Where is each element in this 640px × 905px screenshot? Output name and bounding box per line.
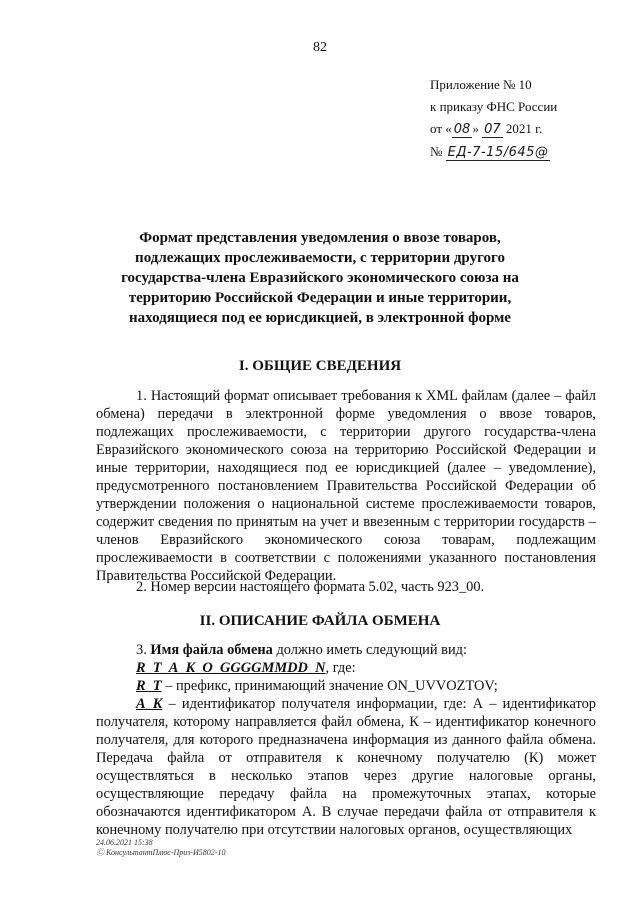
ak-desc: – идентификатор получателя информации, где: А – идентификатор получателя, которому направляется файл обмена, К – идентификатор конечного получателя, для которого предназначена информация из данного файла обмена. Передача файла от отправителя к конечному получателю (К) может осуществляться в несколько этапов через другие налоговые органы, осуществляющие передачу файла на промежуточных этапах, которые обозначаются идентификатором А. В случае передачи файла от отправителя к конечному получателю при отсутствии налоговых органов, осуществляющих [96, 696, 596, 838]
appendix-block [430, 74, 630, 164]
paragraph-3 [96, 641, 596, 659]
rt-definition [96, 677, 596, 695]
date-prefix: от « [430, 121, 452, 136]
section-2-body [96, 641, 596, 839]
paragraph-2: 2. Номер версии настоящего формата 5.02, часть 923_00. [136, 579, 485, 595]
rt-term: R_T [136, 678, 162, 694]
date-year: 2021 [505, 121, 532, 136]
page-number: 82 [313, 40, 327, 55]
p3-term: Имя файла обмена [150, 642, 273, 658]
section-1-heading: I. ОБЩИЕ СВЕДЕНИЯ [238, 358, 402, 374]
ak-term: A_K [136, 696, 163, 712]
number-prefix: № [430, 144, 443, 159]
number-handwritten: ЕД-7-15/645@ [447, 145, 549, 160]
appendix-order-ref: к приказу ФНС России [430, 99, 558, 114]
appendix-date [430, 118, 630, 141]
section-2-heading: II. ОПИСАНИЕ ФАЙЛА ОБМЕНА [199, 613, 441, 629]
date-mid: » [472, 121, 479, 136]
document-title: Формат представления уведомления о ввозе товаров, подлежащих прослеживаемости, с территории другого государства-члена Евразийского экономического союза на территорию Российской Федерации и иные территории, находящиеся под ее юрисдикцией, в электронной форме [121, 230, 519, 326]
appendix-title: Приложение № 10 [430, 77, 532, 92]
p3-number: 3. [136, 642, 151, 658]
date-suffix: г. [535, 121, 543, 136]
file-pattern-suffix: , где: [325, 660, 356, 676]
rt-desc: – префикс, принимающий значение ON_UVVOZTOV; [161, 678, 498, 694]
file-pattern-line [96, 659, 596, 677]
footer-timestamp: 24.06.2021 15:38 [96, 838, 153, 847]
date-month-handwritten: 07 [484, 122, 501, 137]
footer-stamp [96, 838, 225, 858]
appendix-number [430, 141, 630, 164]
p3-rest: должно иметь следующий вид: [272, 642, 467, 658]
paragraph-1: 1. Настоящий формат описывает требования к XML файлам (далее – файл обмена) передачи в электронной форме уведомления о ввозе товаров, подлежащих прослеживаемости, с территории другого государства-члена Евразийского экономического союза на территорию Российской Федерации и иные территории, находящиеся под ее юрисдикцией (далее – уведомление), предусмотренного постановлением Правительства Российской Федерации об утверждении положения о национальной системе прослеживаемости товаров, содержит сведения по принятым на учет и ввезенным с территории государств – членов Евразийского экономического союза товарам, подлежащим прослеживаемости в соответствии с положениями указанного постановления Правительства Российской Федерации. [96, 388, 596, 584]
ak-definition [96, 695, 596, 839]
date-day-handwritten: 08 [453, 122, 471, 137]
footer-source: Ⓒ КонсультантПлюс-Приз-И5802-10 [96, 848, 226, 857]
file-pattern: R_T_A_K_O_GGGGMMDD_N [136, 660, 326, 676]
